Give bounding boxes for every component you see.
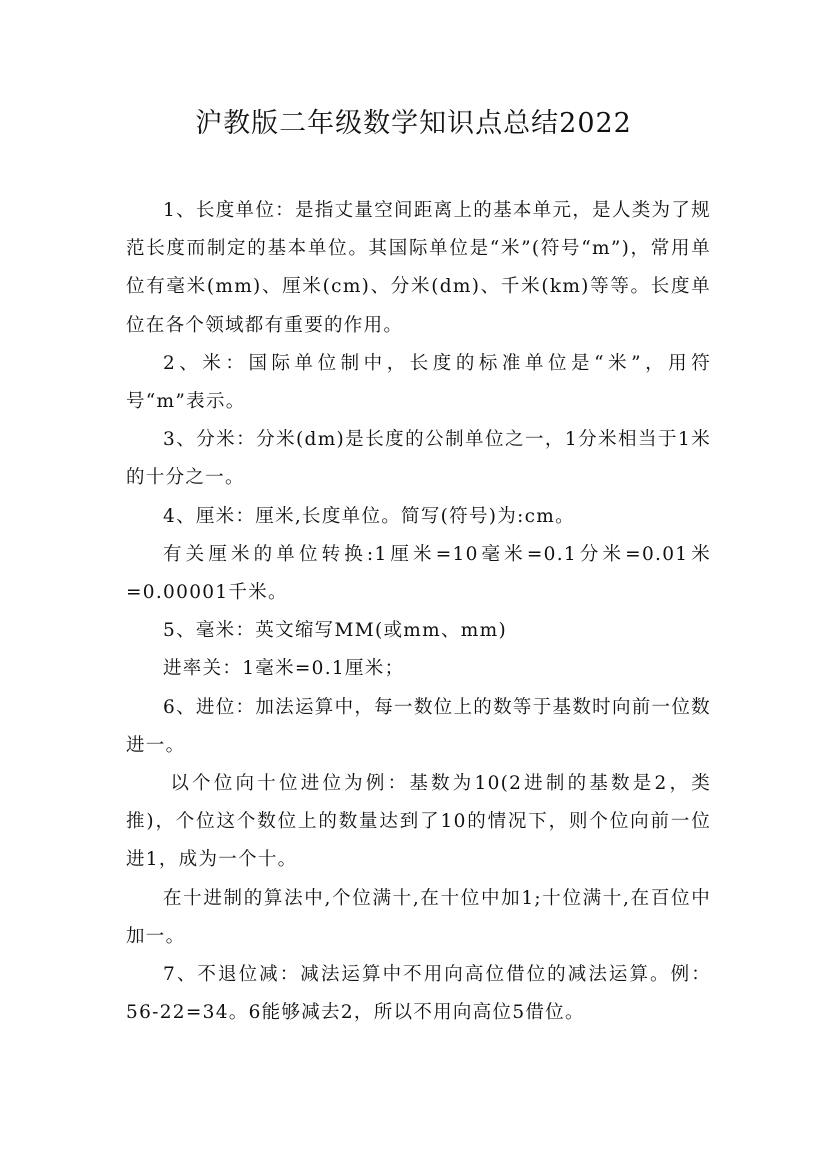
paragraph-decimeter: 3、分米：分米(dm)是长度的公制单位之一，1分米相当于1米的十分之一。 <box>126 429 711 489</box>
paragraph-decimal-carry: 在十进制的算法中,个位满十,在十位中加1;十位满十,在百位中加一。 <box>126 887 711 947</box>
paragraph-carry: 6、进位：加法运算中，每一数位上的数等于基数时向前一位数进一。 <box>126 696 711 756</box>
paragraph-carry-example: 以个位向十位进位为例：基数为10(2进制的基数是2，类推)，个位这个数位上的数量达到了10的情况下，则个位向前一位进1，成为一个十。 <box>126 773 711 871</box>
paragraph-meter: 2、米：国际单位制中，长度的标准单位是“米”，用符号“m”表示。 <box>126 352 711 413</box>
paragraph-millimeter-rate: 进率关：1毫米=0.1厘米； <box>163 658 405 680</box>
paragraph-centimeter: 4、厘米：厘米,长度单位。简写(符号)为:cm。 <box>163 505 575 527</box>
document-title: 沪教版二年级数学知识点总结2022 <box>195 108 632 139</box>
paragraph-no-borrow-subtraction: 7、不退位减：减法运算中不用向高位借位的减法运算。例：56-22=34。6能够减去2，所以不用向高位5借位。 <box>126 964 711 1024</box>
paragraph-length-unit: 1、长度单位：是指丈量空间距离上的基本单元，是人类为了规范长度而制定的基本单位。其国际单位是“米”(符号“m”)，常用单位有毫米(mm)、厘米(cm)、分米(dm)、千米(km)等等。长度单位在各个领域都有重要的作用。 <box>126 200 711 336</box>
paragraph-centimeter-conversion: 有关厘米的单位转换:1厘米=10毫米=0.1分米=0.01米=0.00001千米。 <box>126 543 711 604</box>
paragraph-millimeter: 5、毫米：英文缩写MM(或mm、mm) <box>163 620 507 642</box>
document-body <box>126 192 711 1032</box>
